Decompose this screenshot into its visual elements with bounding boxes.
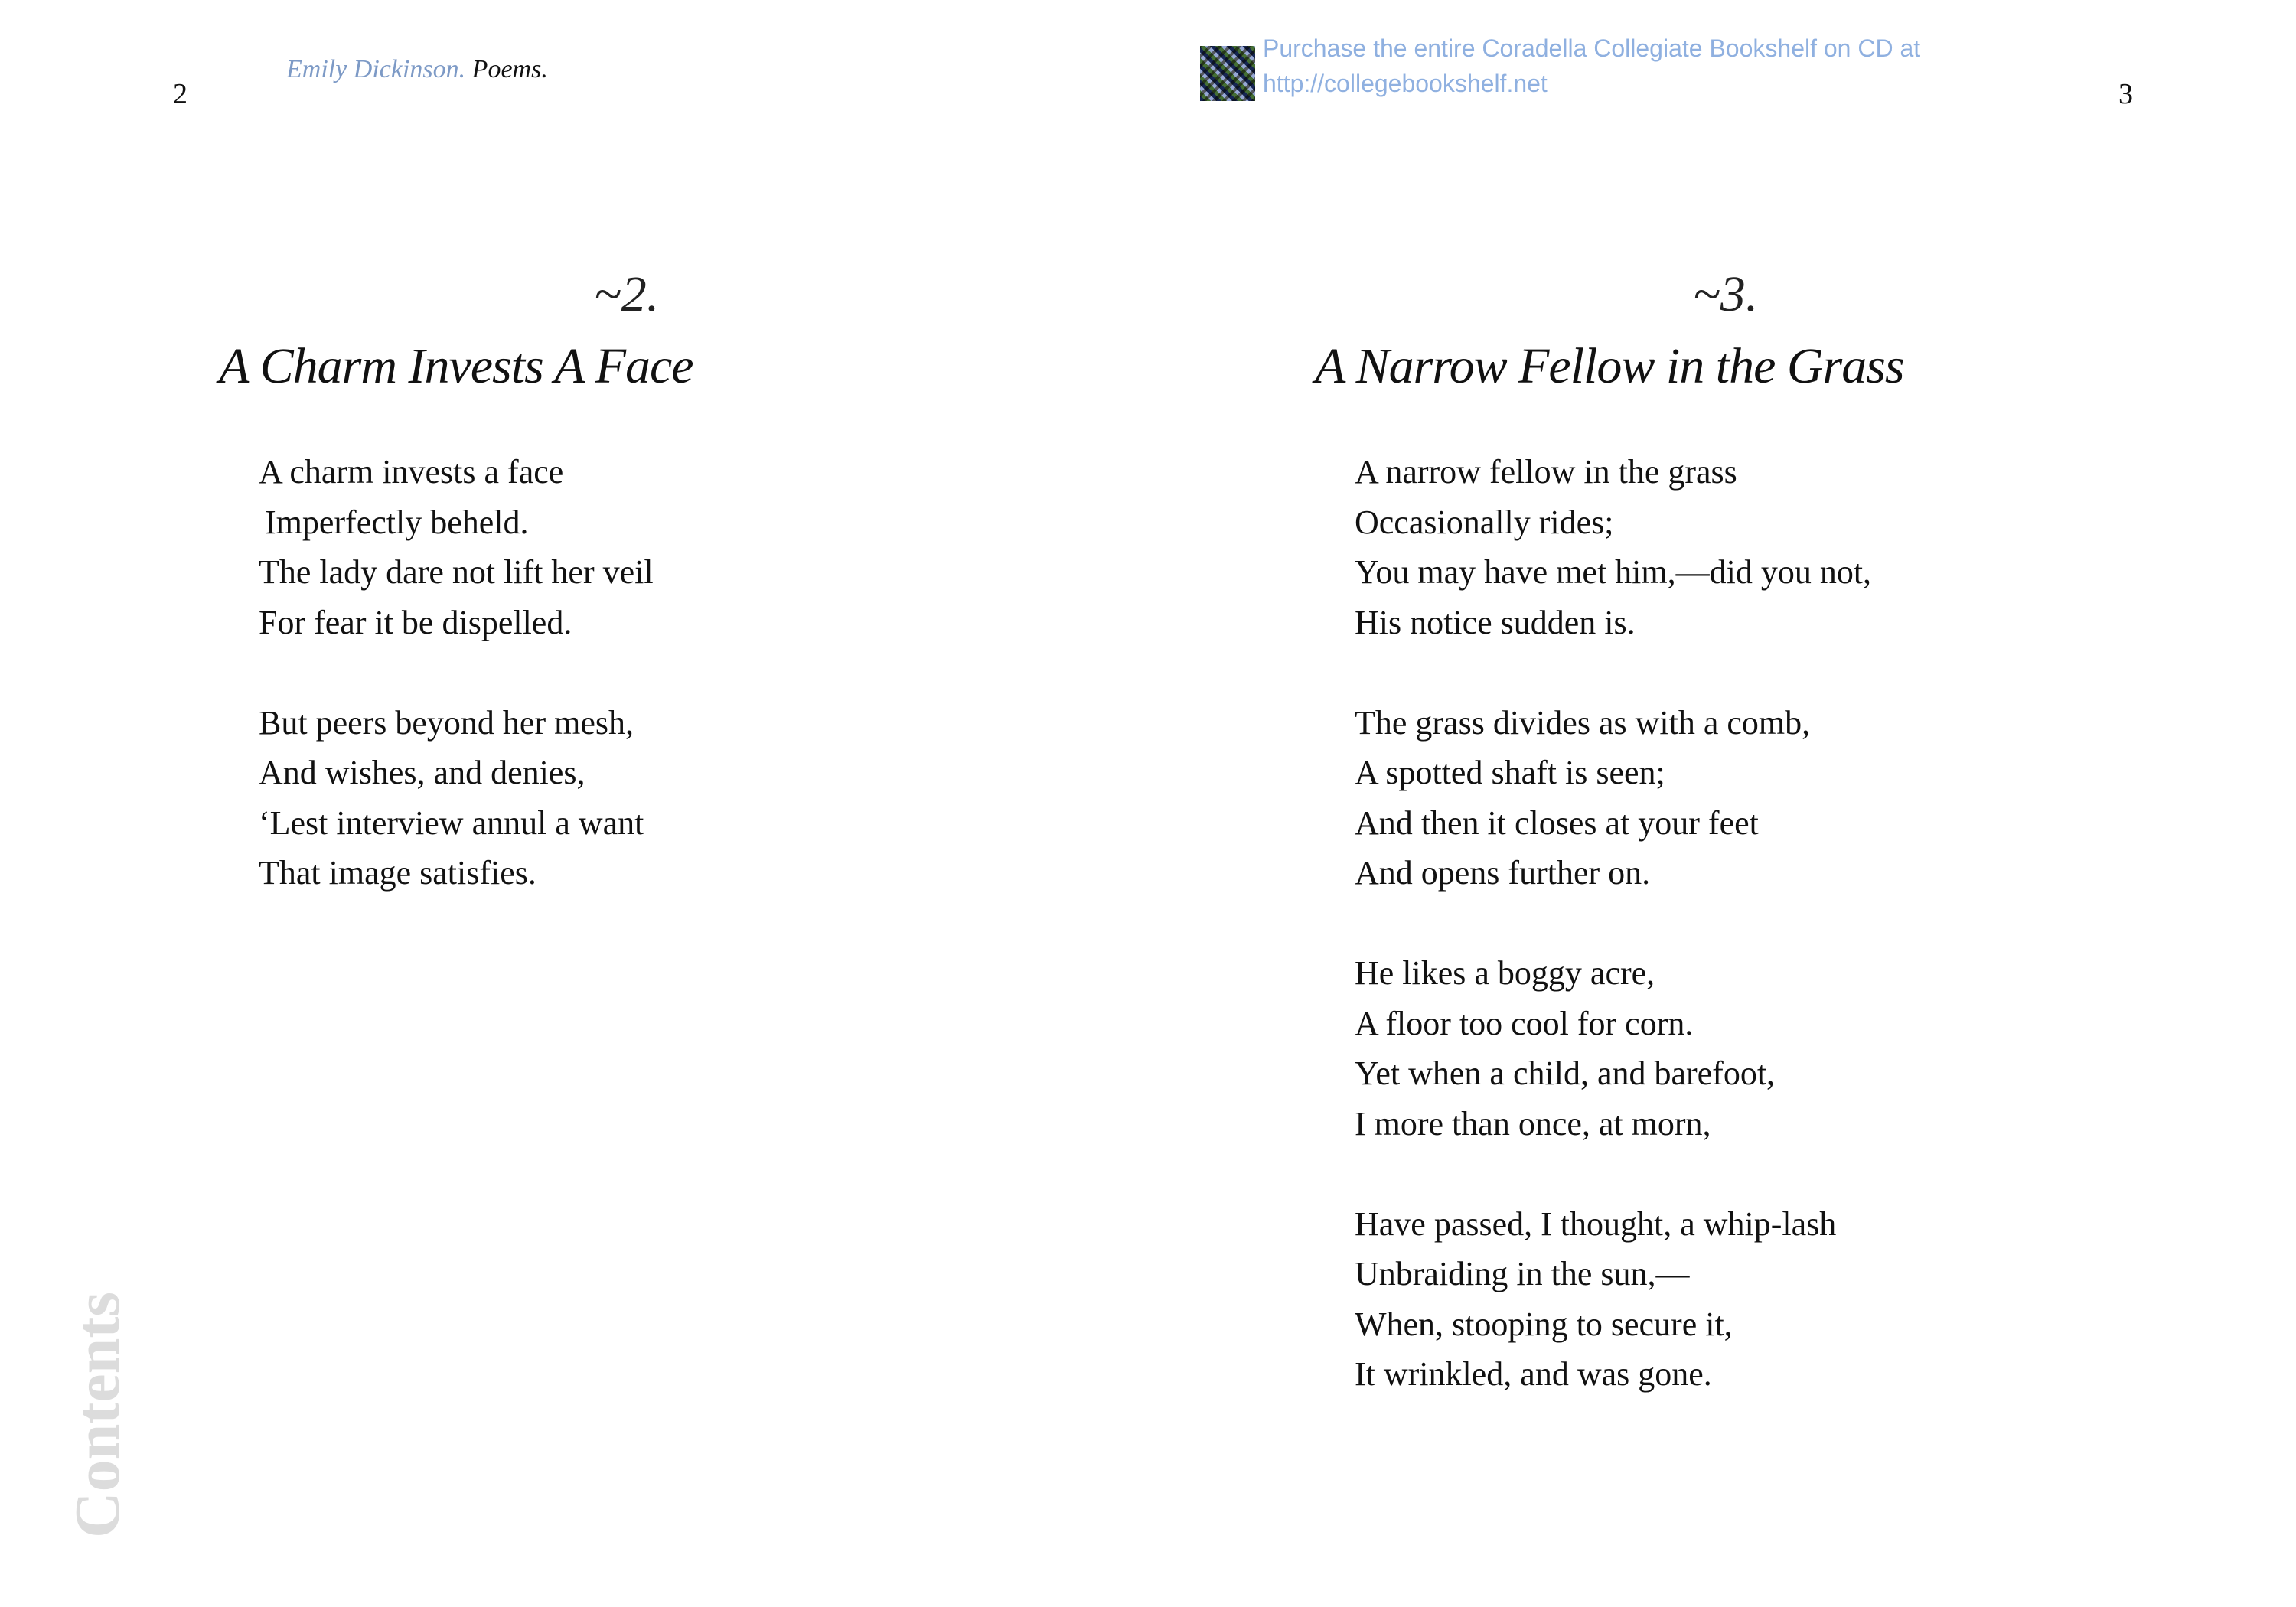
poem-line: But peers beyond her mesh,	[259, 703, 634, 742]
stanza	[1355, 1199, 1871, 1400]
poem-line: And wishes, and denies,	[259, 754, 585, 791]
promo-banner[interactable]	[1200, 31, 1920, 101]
poem-line: Occasionally rides;	[1355, 503, 1614, 541]
poem-body-left	[259, 447, 654, 898]
poem-line: The lady dare not lift her veil	[259, 553, 654, 591]
poem-line: Unbraiding in the sun,—	[1355, 1255, 1690, 1292]
poem-line: When, stooping to secure it,	[1355, 1305, 1733, 1343]
poem-line: And then it closes at your feet	[1355, 804, 1759, 842]
poem-line: His notice sudden is.	[1355, 603, 1636, 641]
promo-text	[1263, 31, 1920, 101]
poem-line: That image satisfies.	[259, 854, 536, 892]
promo-line: Purchase the entire Coradella Collegiate Bookshelf on CD at	[1263, 34, 1921, 62]
header-author[interactable]: Emily Dickinson.	[286, 55, 466, 83]
poem-line: Have passed, I thought, a whip-lash	[1355, 1204, 1837, 1243]
poem-line: It wrinkled, and was gone.	[1355, 1355, 1712, 1393]
poem-line: I more than once, at morn,	[1355, 1104, 1711, 1143]
poem-line: A spotted shaft is seen;	[1355, 754, 1665, 791]
header-book-title: Poems.	[471, 55, 548, 83]
poem-line: A charm invests a face	[259, 453, 564, 491]
stanza	[1355, 447, 1871, 647]
bookshelf-logo-icon	[1200, 46, 1255, 101]
poem-line: The grass divides as with a comb,	[1355, 703, 1811, 742]
poem-title-left: A Charm Invests A Face	[219, 338, 693, 394]
page-number-left: 2	[173, 78, 188, 110]
poem-line: Imperfectly beheld.	[265, 503, 529, 541]
running-header	[286, 57, 548, 83]
stanza	[259, 698, 654, 898]
contents-tab-button[interactable]: Contents	[62, 1291, 133, 1538]
poem-line: For fear it be dispelled.	[259, 603, 572, 641]
poem-number-right: ~3.	[1693, 266, 1759, 322]
stanza	[1355, 948, 1871, 1149]
stanza	[259, 447, 654, 647]
poem-line: He likes a boggy acre,	[1355, 954, 1655, 992]
promo-link[interactable]: http://collegebookshelf.net	[1263, 70, 1548, 97]
poem-line: A narrow fellow in the grass	[1355, 453, 1737, 491]
poem-line: ‘Lest interview annul a want	[259, 804, 644, 842]
poem-title-right: A Narrow Fellow in the Grass	[1315, 338, 1904, 394]
poem-number-left: ~2.	[594, 266, 660, 322]
poem-line: And opens further on.	[1355, 854, 1651, 892]
stanza	[1355, 698, 1871, 898]
page-number-right: 3	[2118, 78, 2133, 110]
poem-body-right	[1355, 447, 1871, 1400]
poem-line: You may have met him,—did you not,	[1355, 553, 1872, 591]
poem-line: A floor too cool for corn.	[1355, 1004, 1694, 1042]
poem-line: Yet when a child, and barefoot,	[1355, 1054, 1776, 1092]
